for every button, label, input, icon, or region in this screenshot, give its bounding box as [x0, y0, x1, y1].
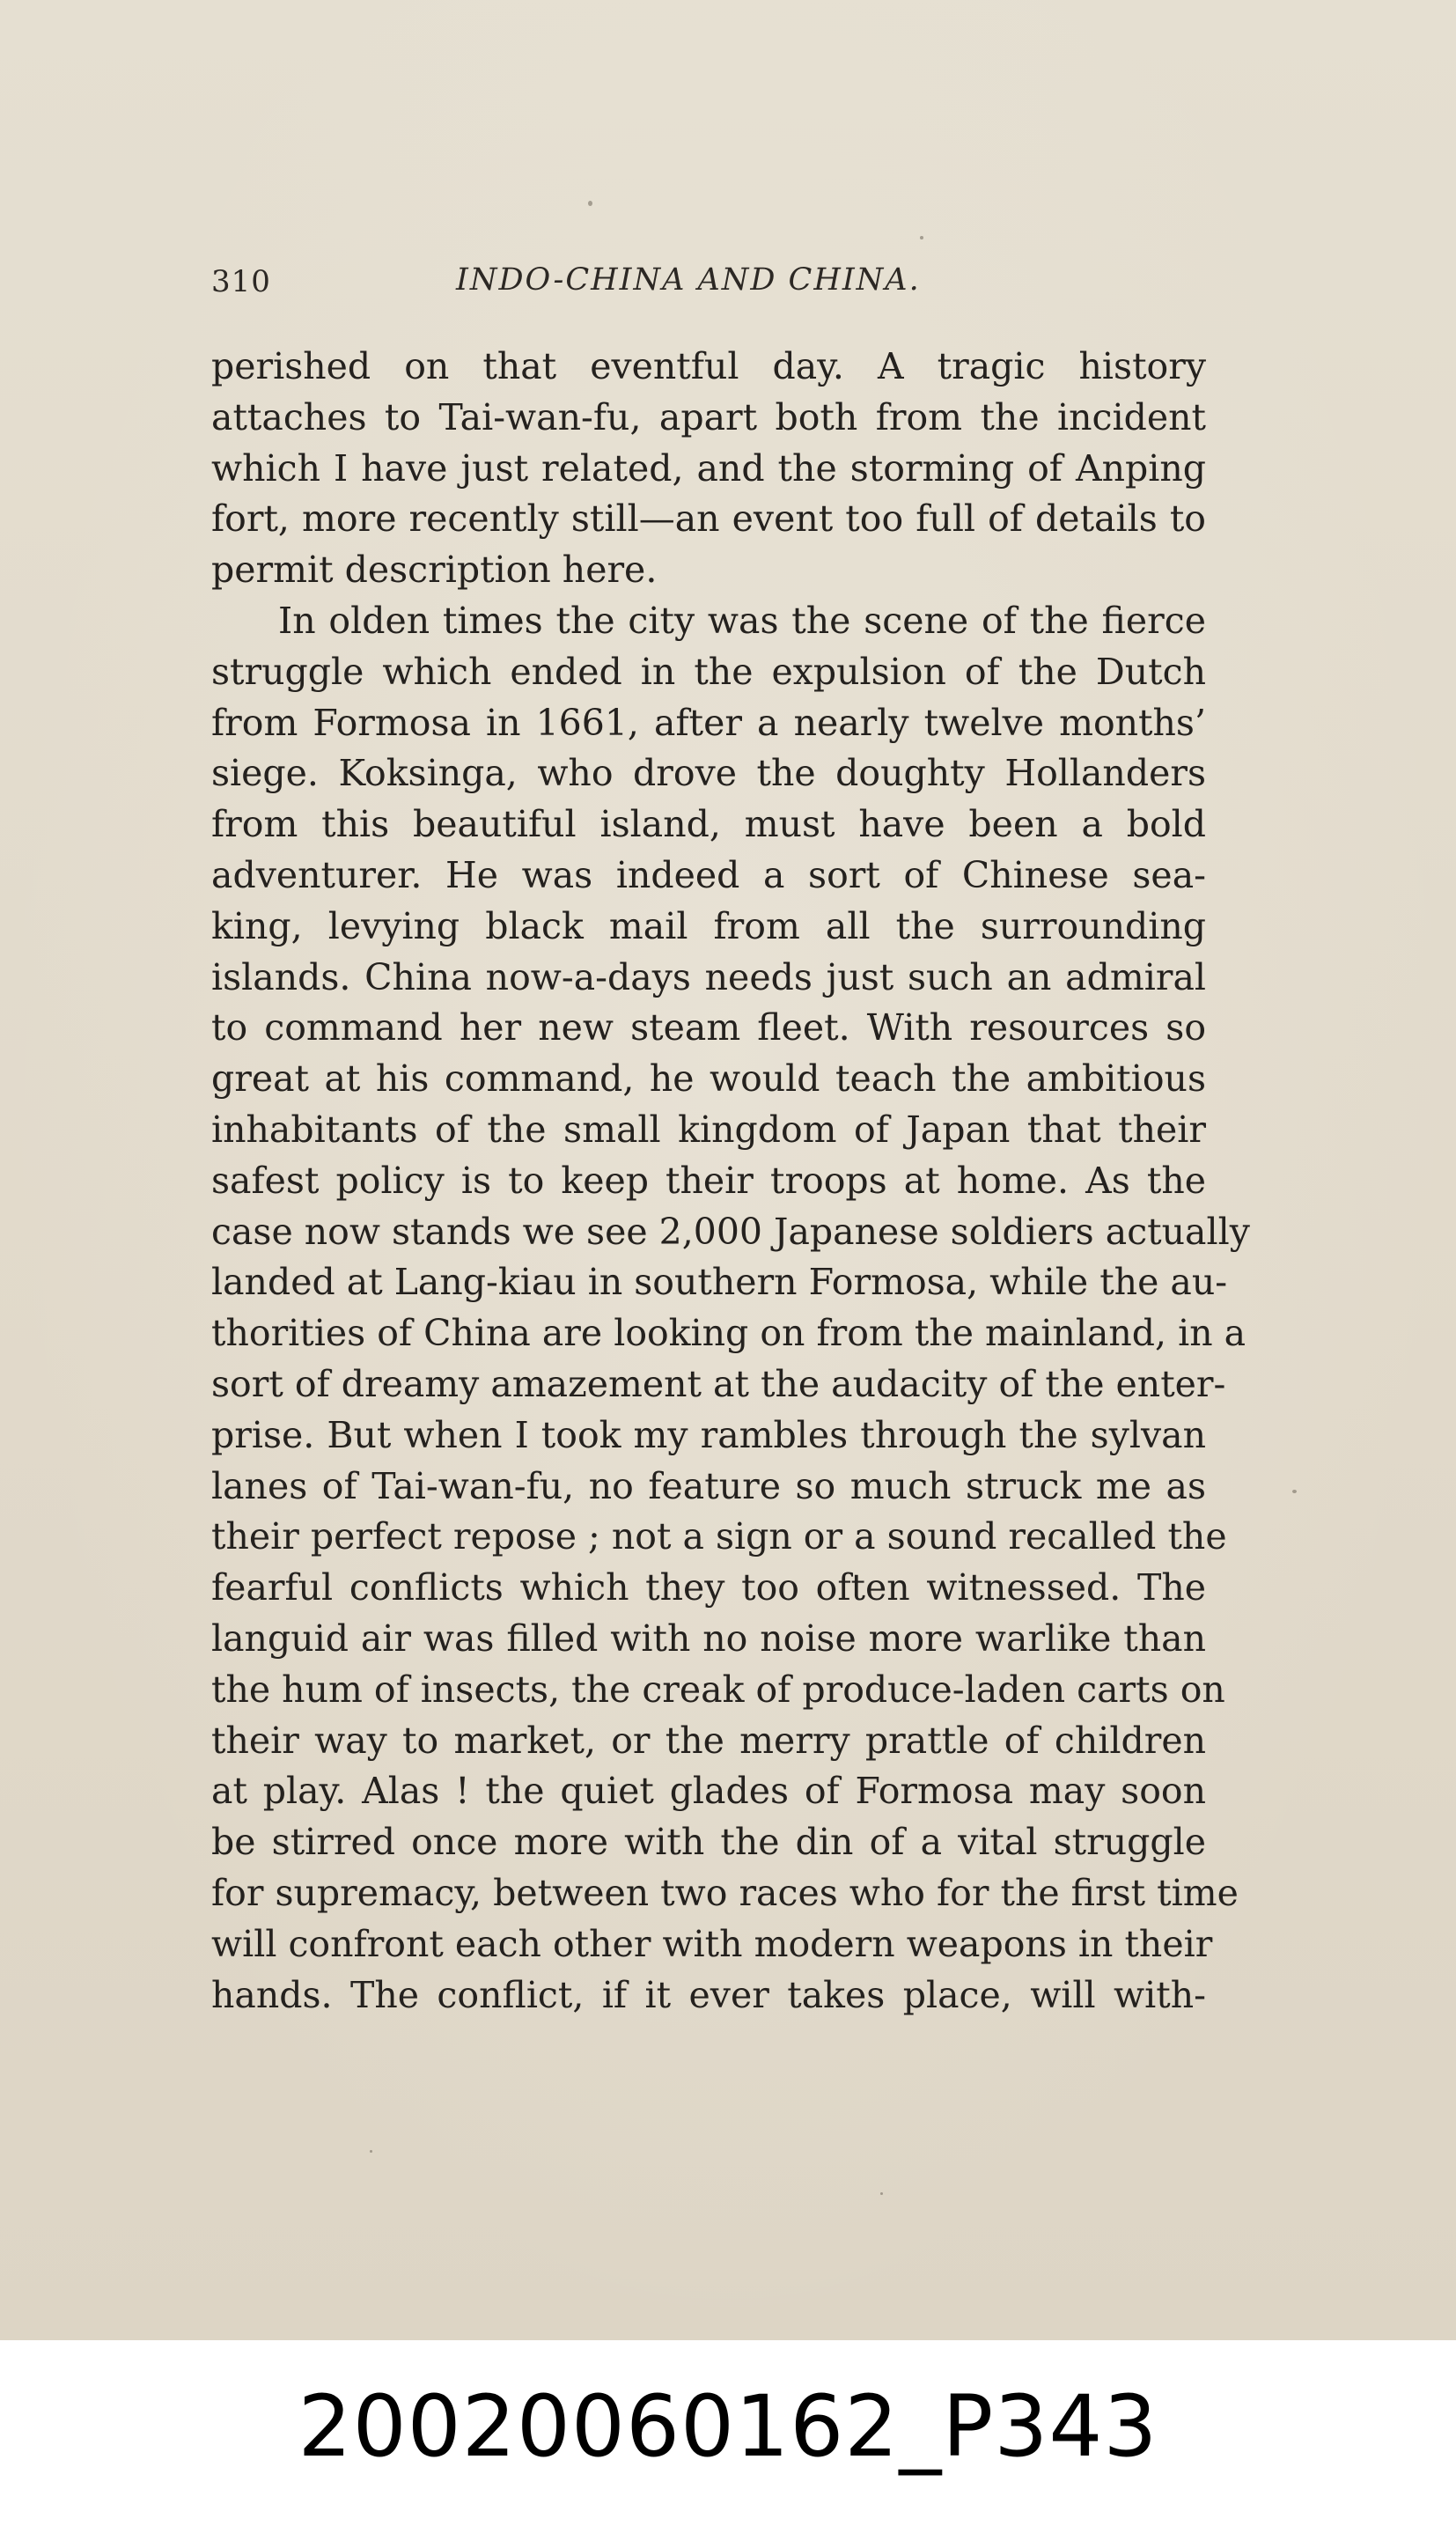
text-line: fort, more recently still—an event too full of details to: [211, 497, 1206, 541]
text-line: to command her new steam fleet. With resources so: [211, 1006, 1206, 1049]
text-line: prise. But when I took my rambles through the sylvan: [211, 1413, 1206, 1456]
text-line: fearful conflicts which they too often witnessed. The: [211, 1566, 1206, 1609]
paper-speck: [920, 236, 923, 239]
text-line: case now stands we see 2,000 Japanese soldiers actually: [211, 1210, 1250, 1253]
text-line: adventurer. He was indeed a sort of Chinese sea-: [211, 853, 1206, 896]
running-title: INDO-CHINA AND CHINA.: [456, 262, 921, 298]
text-line: will confront each other with modern weapons in their: [211, 1922, 1213, 1965]
text-line: In olden times the city was the scene of the fierce: [278, 599, 1206, 642]
text-line: struggle which ended in the expulsion of the Dutch: [211, 650, 1206, 693]
text-line: lanes of Tai-wan-fu, no feature so much struck me as: [211, 1464, 1206, 1507]
text-line: from Formosa in 1661, after a nearly twelve months’: [211, 701, 1206, 744]
text-line: their perfect repose ; not a sign or a sound recalled the: [211, 1515, 1227, 1558]
paper-speck: [1292, 1490, 1297, 1493]
text-line: perished on that eventful day. A tragic history: [211, 345, 1206, 387]
text-line: languid air was filled with no noise more warlike than: [211, 1616, 1206, 1660]
text-line: attaches to Tai-wan-fu, apart both from the incident: [211, 395, 1206, 438]
running-head: [211, 257, 1206, 310]
page-number: 310: [211, 264, 271, 299]
paper-speck: [370, 2150, 372, 2153]
text-line: at play. Alas ! the quiet glades of Formosa may soon: [211, 1770, 1206, 1813]
text-line: from this beautiful island, must have been a bold: [211, 803, 1206, 846]
text-line: siege. Koksinga, who drove the doughty Hollanders: [211, 752, 1206, 795]
image-id-caption: 20020060162_P343: [298, 2377, 1158, 2476]
text-line: great at his command, he would teach the ambitious: [211, 1057, 1206, 1101]
text-line: the hum of insects, the creak of produce-laden carts on: [211, 1668, 1225, 1711]
paragraph: [211, 596, 1250, 2021]
text-line: islands. China now-a-days needs just such an admiral: [211, 955, 1206, 998]
text-line: which I have just related, and the storming of Anping: [211, 446, 1206, 490]
paper-speck: [880, 2192, 883, 2195]
text-line: be stirred once more with the din of a vital struggle: [211, 1821, 1206, 1864]
text-line: their way to market, or the merry prattle of children: [211, 1719, 1206, 1762]
text-line: for supremacy, between two races who for the first time: [211, 1871, 1239, 1914]
text-line: permit description here.: [211, 549, 658, 592]
text-line: landed at Lang-kiau in southern Formosa, while the au-: [211, 1261, 1228, 1304]
text-line: safest policy is to keep their troops at home. As the: [211, 1159, 1206, 1202]
text-line: sort of dreamy amazement at the audacity of the enter-: [211, 1362, 1226, 1405]
text-line: hands. The conflict, if it ever takes place, will with-: [211, 1973, 1206, 2016]
body-text: [211, 342, 1250, 2021]
text-line: thorities of China are looking on from the mainland, in a: [211, 1312, 1246, 1355]
text-line: inhabitants of the small kingdom of Japan that their: [211, 1108, 1206, 1151]
paragraph: [211, 342, 1206, 596]
text-line: king, levying black mail from all the surrounding: [211, 904, 1206, 947]
paper-speck: [588, 201, 592, 206]
